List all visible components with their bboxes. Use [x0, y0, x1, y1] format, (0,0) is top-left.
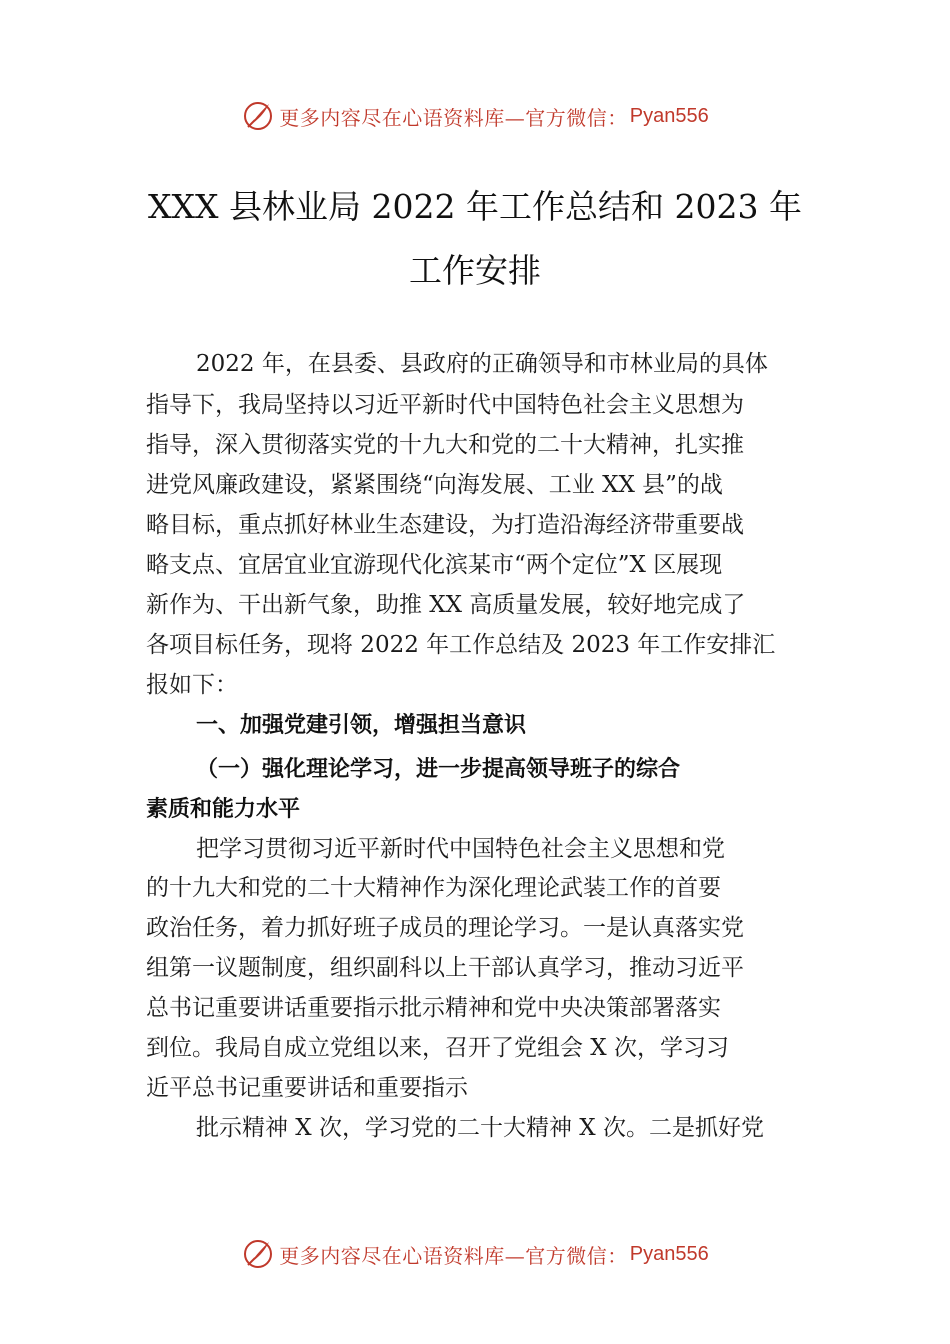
paragraph-line: 的十九大和党的二十大精神作为深化理论武装工作的首要	[146, 875, 721, 901]
document-title-line-1: XXX 县林业局 2022 年工作总结和 2023 年	[148, 187, 802, 226]
watermark-text: 更多内容尽在心语资料库—官方微信：	[279, 1243, 628, 1268]
paragraph-line: 把学习贯彻习近平新时代中国特色社会主义思想和党	[196, 836, 725, 862]
watermark-text: 更多内容尽在心语资料库—官方微信：	[279, 105, 628, 130]
subsection-heading-line-2: 素质和能力水平	[146, 796, 301, 822]
watermark-footer	[0, 1234, 950, 1274]
paragraph-line: 略支点、宜居宜业宜游现代化滨某市“两个定位”X 区展现	[146, 552, 723, 578]
watermark-wechat-id: Pyan556	[629, 1242, 709, 1265]
paragraph-line: 新作为、干出新气象，助推 XX 高质量发展，较好地完成了	[146, 592, 746, 618]
section-heading: 一、加强党建引领，增强担当意识	[196, 713, 527, 738]
paragraph-line: 批示精神 X 次，学习党的二十大精神 X 次。二是抓好党	[196, 1115, 764, 1141]
paragraph-line: 总书记重要讲话重要指示批示精神和党中央决策部署落实	[146, 995, 721, 1021]
paragraph-line: 指导下，我局坚持以习近平新时代中国特色社会主义思想为	[146, 392, 744, 418]
document-title-line-2: 工作安排	[409, 251, 541, 290]
paragraph-line: 各项目标任务，现将 2022 年工作总结及 2023 年工作安排汇	[146, 632, 776, 658]
paragraph-line: 2022 年，在县委、县政府的正确领导和市林业局的具体	[196, 351, 768, 377]
paragraph-line: 近平总书记重要讲话和重要指示	[146, 1075, 468, 1101]
paragraph-line: 略目标，重点抓好林业生态建设，为打造沿海经济带重要战	[146, 512, 744, 538]
feather-logo-icon	[241, 99, 275, 133]
paragraph-line: 进党风廉政建设，紧紧围绕“向海发展、工业 XX 县”的战	[146, 472, 723, 498]
subsection-heading-line-1: （一）强化理论学习，进一步提高领导班子的综合	[196, 756, 681, 782]
feather-logo-icon	[241, 1237, 275, 1271]
paragraph-line: 报如下：	[146, 672, 238, 698]
watermark-header	[0, 96, 950, 136]
watermark-wechat-id: Pyan556	[629, 104, 709, 127]
paragraph-line: 政治任务，着力抓好班子成员的理论学习。一是认真落实党	[146, 915, 744, 941]
paragraph-line: 指导，深入贯彻落实党的十九大和党的二十大精神，扎实推	[146, 432, 744, 458]
paragraph-line: 组第一议题制度，组织副科以上干部认真学习，推动习近平	[146, 955, 744, 981]
paragraph-line: 到位。我局自成立党组以来，召开了党组会 X 次，学习习	[146, 1035, 729, 1061]
